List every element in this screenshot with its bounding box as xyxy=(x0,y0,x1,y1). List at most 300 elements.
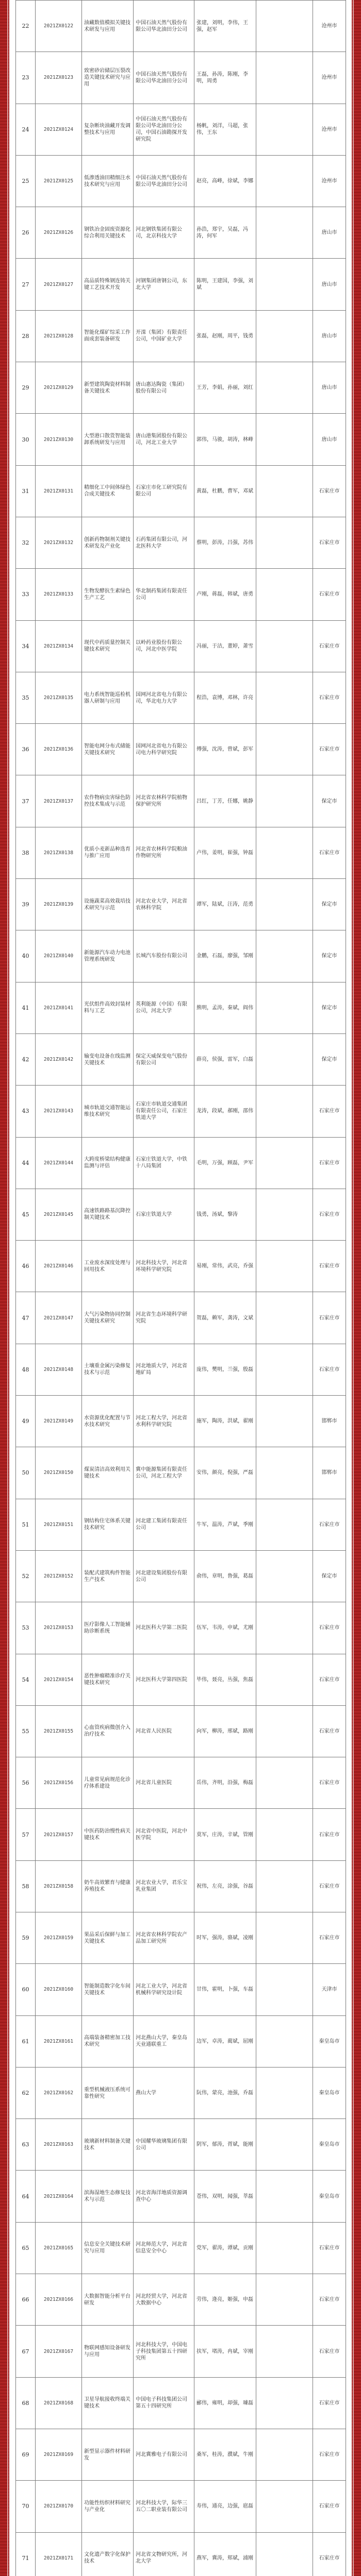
project-code-cell: 2021ZX0123 xyxy=(36,52,82,104)
project-code-cell: 2021ZX0148 xyxy=(36,1344,82,1395)
recommendation-note-cell xyxy=(256,52,313,104)
table-row xyxy=(16,1654,346,1705)
completing-people-cell: 傅强，沈涛，曾斌，彭军 xyxy=(194,724,256,775)
completing-units-cell: 河北钢铁集团有限公司，北京科技大学 xyxy=(134,207,194,259)
project-name-cell: 新型显示器件材料研发 xyxy=(82,2429,134,2480)
completing-units-cell: 石家庄铁道大学，中铁十八局集团 xyxy=(134,1137,194,1189)
project-code-cell: 2021ZX0133 xyxy=(36,569,82,620)
completing-units-cell: 中国石油天然气股份有限公司华北油田分公司 xyxy=(134,155,194,207)
completing-people-cell: 卢刚，蒋磊，韩斌，唐勇 xyxy=(194,569,256,620)
region-cell: 保定市 xyxy=(313,930,346,982)
completing-units-cell: 河北科技大学，际华三五〇二职业装有限公司 xyxy=(134,2481,194,2532)
recommendation-note-cell xyxy=(256,207,313,259)
table-row xyxy=(16,52,346,104)
recommendation-note-cell xyxy=(256,2481,313,2532)
completing-people-cell: 杨帆，刘洋，马超，张伟，王东 xyxy=(194,104,256,155)
completing-units-cell: 河北省农林科学院植物保护研究所 xyxy=(134,775,194,827)
completing-units-cell: 保定天威保变电气股份有限公司 xyxy=(134,1033,194,1085)
recommendation-note-cell xyxy=(256,2171,313,2222)
completing-people-cell: 俞伟，章明，鲁强，葛磊 xyxy=(194,1550,256,1602)
row-index-cell: 26 xyxy=(16,207,36,259)
recommendation-note-cell xyxy=(256,724,313,775)
table-row xyxy=(16,414,346,465)
recommendation-note-cell xyxy=(256,362,313,414)
completing-people-cell: 桑军，桂涛，濮斌，牛刚 xyxy=(194,2429,256,2480)
decorative-border-left xyxy=(0,0,9,2576)
region-cell: 石家庄市 xyxy=(313,1860,346,1912)
region-cell: 石家庄市 xyxy=(313,2429,346,2480)
table-row xyxy=(16,1189,346,1240)
row-index-cell: 32 xyxy=(16,517,36,568)
table-row xyxy=(16,1964,346,2015)
row-index-cell: 23 xyxy=(16,52,36,104)
project-name-cell: 重型机械液压系统可靠性研究 xyxy=(82,2067,134,2119)
completing-people-cell: 阮伟，蒙亮，池强，乔磊 xyxy=(194,2067,256,2119)
table-row xyxy=(16,155,346,207)
region-cell: 石家庄市 xyxy=(313,2377,346,2429)
row-index-cell: 58 xyxy=(16,1860,36,1912)
region-cell: 石家庄市 xyxy=(313,1705,346,1757)
completing-people-cell: 张磊，赵刚，周平，钱勇 xyxy=(194,310,256,362)
row-index-cell: 69 xyxy=(16,2429,36,2480)
region-cell: 石家庄市 xyxy=(313,672,346,723)
table-row xyxy=(16,982,346,1033)
table-row xyxy=(16,672,346,723)
project-code-cell: 2021ZX0164 xyxy=(36,2171,82,2222)
completing-units-cell: 河北燕山大学，秦皇岛天业通联重工 xyxy=(134,2015,194,2067)
project-name-cell: 中医药防治慢性病关键技术 xyxy=(82,1809,134,1860)
completing-units-cell: 河北师范大学，河北省信息安全中心 xyxy=(134,2222,194,2274)
completing-units-cell: 河北科技大学，河北省环境科学研究院 xyxy=(134,1241,194,1292)
completing-units-cell: 开滦（集团）有限责任公司，中国矿业大学 xyxy=(134,310,194,362)
row-index-cell: 62 xyxy=(16,2067,36,2119)
completing-people-cell: 王磊，孙涛，陈刚，李明，周勇 xyxy=(194,52,256,104)
region-cell: 邯郸市 xyxy=(313,1396,346,1447)
project-code-cell: 2021ZX0140 xyxy=(36,930,82,982)
project-code-cell: 2021ZX0125 xyxy=(36,155,82,207)
region-cell: 石家庄市 xyxy=(313,2326,346,2377)
table-row xyxy=(16,827,346,878)
completing-units-cell: 河北省农林科学院农产品加工研究所 xyxy=(134,1912,194,1963)
completing-units-cell: 石家庄市化工研究院有限公司 xyxy=(134,465,194,517)
region-cell: 沧州市 xyxy=(313,104,346,155)
project-name-cell: 农作物病虫害绿色防控技术集成与示范 xyxy=(82,775,134,827)
table-row xyxy=(16,1086,346,1137)
table-row xyxy=(16,1550,346,1602)
recommendation-note-cell xyxy=(256,1241,313,1292)
completing-units-cell: 中国石油天然气股份有限公司华北油田分公司 xyxy=(134,52,194,104)
project-code-cell: 2021ZX0163 xyxy=(36,2119,82,2171)
project-code-cell: 2021ZX0171 xyxy=(36,2532,82,2576)
recommendation-note-cell xyxy=(256,2377,313,2429)
recommendation-note-cell xyxy=(256,1809,313,1860)
project-code-cell: 2021ZX0130 xyxy=(36,414,82,465)
row-index-cell: 27 xyxy=(16,259,36,310)
project-code-cell: 2021ZX0128 xyxy=(36,310,82,362)
recommendation-note-cell xyxy=(256,1086,313,1137)
region-cell: 秦皇岛市 xyxy=(313,2119,346,2171)
recommendation-note-cell xyxy=(256,1189,313,1240)
project-name-cell: 生物发酵抗生素绿色生产工艺 xyxy=(82,569,134,620)
table-row xyxy=(16,1396,346,1447)
project-name-cell: 新能源汽车动力电池管理系统研发 xyxy=(82,930,134,982)
projects-table-body xyxy=(16,1,346,2576)
row-index-cell: 61 xyxy=(16,2015,36,2067)
completing-people-cell: 甘伟，霍明，卜强，车磊 xyxy=(194,1964,256,2015)
project-name-cell: 高端装备精密加工技术研究 xyxy=(82,2015,134,2067)
project-code-cell: 2021ZX0134 xyxy=(36,620,82,672)
project-code-cell: 2021ZX0146 xyxy=(36,1241,82,1292)
recommendation-note-cell xyxy=(256,930,313,982)
completing-people-cell: 燕军，冀涛，郏斌，浦刚 xyxy=(194,2532,256,2576)
table-row xyxy=(16,1344,346,1395)
completing-people-cell: 岳伟，齐明，沿强，梅磊 xyxy=(194,1757,256,1809)
project-name-cell: 创新药物制剂关键技术研发及产业化 xyxy=(82,517,134,568)
row-index-cell: 71 xyxy=(16,2532,36,2576)
project-code-cell: 2021ZX0155 xyxy=(36,1705,82,1757)
project-name-cell: 钢铁冶金固废资源化综合利用关键技术 xyxy=(82,207,134,259)
table-row xyxy=(16,569,346,620)
completing-people-cell: 寿伟，通亮，边强，扈磊 xyxy=(194,2481,256,2532)
row-index-cell: 63 xyxy=(16,2119,36,2171)
region-cell: 保定市 xyxy=(313,879,346,930)
completing-units-cell: 河北农业大学，河北省农林科学院 xyxy=(134,879,194,930)
project-name-cell: 大型港口散货智能装卸系统研发与应用 xyxy=(82,414,134,465)
completing-units-cell: 石家庄市轨道交通集团有限责任公司，石家庄铁道大学 xyxy=(134,1086,194,1137)
region-cell: 石家庄市 xyxy=(313,1809,346,1860)
completing-units-cell: 河北工业大学，河北省机械科学研究设计院 xyxy=(134,1964,194,2015)
completing-people-cell: 吕红，丁芳，任娜，姚静 xyxy=(194,775,256,827)
region-cell: 石家庄市 xyxy=(313,1086,346,1137)
completing-units-cell: 河北医科大学第二医院 xyxy=(134,1602,194,1654)
recommendation-note-cell xyxy=(256,104,313,155)
completing-units-cell: 河北省文物研究所，河北大学 xyxy=(134,2532,194,2576)
project-code-cell: 2021ZX0170 xyxy=(36,2481,82,2532)
project-code-cell: 2021ZX0147 xyxy=(36,1292,82,1344)
region-cell: 石家庄市 xyxy=(313,1654,346,1705)
row-index-cell: 56 xyxy=(16,1757,36,1809)
project-code-cell: 2021ZX0139 xyxy=(36,879,82,930)
row-index-cell: 43 xyxy=(16,1086,36,1137)
project-name-cell: 恶性肿瘤精准诊疗关键技术研究 xyxy=(82,1654,134,1705)
region-cell: 保定市 xyxy=(313,982,346,1033)
row-index-cell: 52 xyxy=(16,1550,36,1602)
completing-units-cell: 燕山大学 xyxy=(134,2067,194,2119)
project-code-cell: 2021ZX0150 xyxy=(36,1447,82,1499)
completing-units-cell: 河北冀雅电子有限公司 xyxy=(134,2429,194,2480)
row-index-cell: 67 xyxy=(16,2326,36,2377)
row-index-cell: 68 xyxy=(16,2377,36,2429)
region-cell: 石家庄市 xyxy=(313,2222,346,2274)
project-name-cell: 物联网感知设备研发与应用 xyxy=(82,2326,134,2377)
completing-units-cell: 中国耀华玻璃集团有限公司 xyxy=(134,2119,194,2171)
project-code-cell: 2021ZX0165 xyxy=(36,2222,82,2274)
project-code-cell: 2021ZX0124 xyxy=(36,104,82,155)
row-index-cell: 39 xyxy=(16,879,36,930)
table-row xyxy=(16,724,346,775)
completing-people-cell: 谭军，陆斌，汪涛，范勇 xyxy=(194,879,256,930)
project-name-cell: 卫星导航接收终端关键技术 xyxy=(82,2377,134,2429)
table-row xyxy=(16,930,346,982)
row-index-cell: 46 xyxy=(16,1241,36,1292)
completing-units-cell: 河北省农林科学院粮油作物研究所 xyxy=(134,827,194,878)
project-code-cell: 2021ZX0145 xyxy=(36,1189,82,1240)
project-name-cell: 高速铁路路基沉降控制关键技术 xyxy=(82,1189,134,1240)
project-name-cell: 精细化工中间体绿色合成关键技术 xyxy=(82,465,134,517)
completing-people-cell: 程浩，袁博，邓林，许亮 xyxy=(194,672,256,723)
row-index-cell: 33 xyxy=(16,569,36,620)
project-code-cell: 2021ZX0167 xyxy=(36,2326,82,2377)
recommendation-note-cell xyxy=(256,1344,313,1395)
region-cell: 石家庄市 xyxy=(313,1757,346,1809)
completing-people-cell: 安伟，颜亮，倪强，严磊 xyxy=(194,1447,256,1499)
completing-units-cell: 国网河北省电力有限公司，华北电力大学 xyxy=(134,672,194,723)
project-name-cell: 滨海湿地生态修复技术与示范 xyxy=(82,2171,134,2222)
completing-units-cell: 河北省儿童医院 xyxy=(134,1757,194,1809)
completing-units-cell: 华北制药集团有限责任公司 xyxy=(134,569,194,620)
completing-people-cell: 蔡明，彭涛，吕强，苏伟 xyxy=(194,517,256,568)
recommendation-note-cell xyxy=(256,2015,313,2067)
recommendation-note-cell xyxy=(256,2429,313,2480)
project-name-cell: 低渗透油田精细注水技术研究与应用 xyxy=(82,155,134,207)
project-code-cell: 2021ZX0161 xyxy=(36,2015,82,2067)
row-index-cell: 44 xyxy=(16,1137,36,1189)
region-cell: 唐山市 xyxy=(313,310,346,362)
completing-people-cell: 卢伟，姜明，崔强，钟磊 xyxy=(194,827,256,878)
project-code-cell: 2021ZX0149 xyxy=(36,1396,82,1447)
project-name-cell: 煤炭清洁高效利用关键技术 xyxy=(82,1447,134,1499)
recommendation-note-cell xyxy=(256,827,313,878)
project-name-cell: 智能化煤矿综采工作面成套装备研发 xyxy=(82,310,134,362)
table-row xyxy=(16,104,346,155)
table-row xyxy=(16,1447,346,1499)
row-index-cell: 50 xyxy=(16,1447,36,1499)
completing-units-cell: 河北经贸大学，河北省大数据中心 xyxy=(134,2274,194,2326)
completing-units-cell: 石家庄铁道大学 xyxy=(134,1189,194,1240)
completing-units-cell: 中国电子科技集团公司第五十四研究所 xyxy=(134,2377,194,2429)
row-index-cell: 45 xyxy=(16,1189,36,1240)
project-name-cell: 水资源优化配置与节水技术研究 xyxy=(82,1396,134,1447)
recommendation-note-cell xyxy=(256,1964,313,2015)
table-row xyxy=(16,2429,346,2480)
region-cell: 唐山市 xyxy=(313,207,346,259)
project-code-cell: 2021ZX0154 xyxy=(36,1654,82,1705)
table-row xyxy=(16,1033,346,1085)
recommendation-note-cell xyxy=(256,155,313,207)
row-index-cell: 22 xyxy=(16,1,36,52)
completing-people-cell: 扶军，堵涛，冉斌，宰刚 xyxy=(194,2326,256,2377)
table-row xyxy=(16,1137,346,1189)
table-row xyxy=(16,1,346,52)
completing-people-cell: 贺磊，赖军，龚涛，文斌 xyxy=(194,1292,256,1344)
project-code-cell: 2021ZX0126 xyxy=(36,207,82,259)
project-name-cell: 心血管疾病微创介入治疗技术 xyxy=(82,1705,134,1757)
project-code-cell: 2021ZX0153 xyxy=(36,1602,82,1654)
project-name-cell: 油藏数值模拟关键技术研发与应用 xyxy=(82,1,134,52)
table-row xyxy=(16,1292,346,1344)
project-code-cell: 2021ZX0132 xyxy=(36,517,82,568)
recommendation-note-cell xyxy=(256,1912,313,1963)
table-row xyxy=(16,1499,346,1550)
completing-units-cell: 长城汽车股份有限公司 xyxy=(134,930,194,982)
completing-people-cell: 庞伟，樊明，兰强，殷磊 xyxy=(194,1344,256,1395)
region-cell: 秦皇岛市 xyxy=(313,2067,346,2119)
completing-people-cell: 毕伟，聂亮，丛强，焦磊 xyxy=(194,1654,256,1705)
recommendation-note-cell xyxy=(256,672,313,723)
project-name-cell: 医疗影像人工智能辅助诊断系统 xyxy=(82,1602,134,1654)
project-code-cell: 2021ZX0141 xyxy=(36,982,82,1033)
region-cell: 沧州市 xyxy=(313,155,346,207)
table-row xyxy=(16,1757,346,1809)
completing-people-cell: 孙浩，郑宇，吴磊，冯涛，何军 xyxy=(194,207,256,259)
region-cell: 石家庄市 xyxy=(313,620,346,672)
row-index-cell: 41 xyxy=(16,982,36,1033)
recommendation-note-cell xyxy=(256,2274,313,2326)
table-row xyxy=(16,2377,346,2429)
row-index-cell: 36 xyxy=(16,724,36,775)
region-cell: 天津市 xyxy=(313,1964,346,2015)
project-name-cell: 光伏组件高效封装材料与工艺 xyxy=(82,982,134,1033)
completing-units-cell: 冀中能源集团有限责任公司，河北工程大学 xyxy=(134,1447,194,1499)
project-name-cell: 文化遗产数字化保护技术 xyxy=(82,2532,134,2576)
project-code-cell: 2021ZX0138 xyxy=(36,827,82,878)
recommendation-note-cell xyxy=(256,2532,313,2576)
project-name-cell: 复杂断块油藏开发调整技术与应用 xyxy=(82,104,134,155)
table-row xyxy=(16,517,346,568)
project-code-cell: 2021ZX0162 xyxy=(36,2067,82,2119)
completing-units-cell: 河北医科大学第四医院 xyxy=(134,1654,194,1705)
region-cell: 邯郸市 xyxy=(313,1447,346,1499)
project-name-cell: 智能电网分布式储能关键技术研究 xyxy=(82,724,134,775)
completing-people-cell: 钱勇，汤斌，黎涛 xyxy=(194,1189,256,1240)
completing-units-cell: 河北工程大学，河北省水利科学研究院 xyxy=(134,1396,194,1447)
row-index-cell: 25 xyxy=(16,155,36,207)
region-cell: 沧州市 xyxy=(313,52,346,104)
project-name-cell: 高品质特殊钢连铸关键工艺技术开发 xyxy=(82,259,134,310)
completing-units-cell: 中国石油天然气股份有限公司华北油田分公司 xyxy=(134,1,194,52)
row-index-cell: 31 xyxy=(16,465,36,517)
completing-people-cell: 陈明，王建国，李强，刘斌 xyxy=(194,259,256,310)
completing-people-cell: 赵亮，高峰，徐斌，李娜 xyxy=(194,155,256,207)
completing-people-cell: 金鹏，石磊，廖强，邹刚 xyxy=(194,930,256,982)
region-cell: 石家庄市 xyxy=(313,517,346,568)
table-row xyxy=(16,362,346,414)
project-name-cell: 智能制造数字化车间关键技术 xyxy=(82,1964,134,2015)
project-name-cell: 设施蔬菜高效栽培技术研究与示范 xyxy=(82,879,134,930)
row-index-cell: 55 xyxy=(16,1705,36,1757)
recommendation-note-cell xyxy=(256,1396,313,1447)
completing-people-cell: 莫军，庄涛，辛斌，管刚 xyxy=(194,1809,256,1860)
completing-people-cell: 党军，翟涛，谭斌，贡刚 xyxy=(194,2222,256,2274)
region-cell: 石家庄市 xyxy=(313,2481,346,2532)
completing-units-cell: 国网河北省电力有限公司电力科学研究院 xyxy=(134,724,194,775)
table-row xyxy=(16,207,346,259)
table-row xyxy=(16,2481,346,2532)
region-cell: 石家庄市 xyxy=(313,1189,346,1240)
table-row xyxy=(16,1912,346,1963)
region-cell: 石家庄市 xyxy=(313,724,346,775)
table-row xyxy=(16,1241,346,1292)
recommendation-note-cell xyxy=(256,1860,313,1912)
project-code-cell: 2021ZX0166 xyxy=(36,2274,82,2326)
region-cell: 唐山市 xyxy=(313,414,346,465)
row-index-cell: 47 xyxy=(16,1292,36,1344)
table-row xyxy=(16,2119,346,2171)
project-name-cell: 大跨度桥梁结构健康监测与评估 xyxy=(82,1137,134,1189)
project-code-cell: 2021ZX0131 xyxy=(36,465,82,517)
project-name-cell: 致密砂岩储层压裂改造关键技术研究与应用 xyxy=(82,52,134,104)
project-code-cell: 2021ZX0127 xyxy=(36,259,82,310)
row-index-cell: 60 xyxy=(16,1964,36,2015)
row-index-cell: 28 xyxy=(16,310,36,362)
completing-people-cell: 祝伟，左亮，涂强，谷磊 xyxy=(194,1860,256,1912)
recommendation-note-cell xyxy=(256,1447,313,1499)
recommendation-note-cell xyxy=(256,569,313,620)
completing-units-cell: 河北农业大学，君乐宝乳业集团 xyxy=(134,1860,194,1912)
completing-units-cell: 中国石油天然气股份有限公司华北油田分公司，中国石油勘探开发研究院 xyxy=(134,104,194,155)
region-cell: 石家庄市 xyxy=(313,1241,346,1292)
project-name-cell: 玻璃新材料制备关键技术 xyxy=(82,2119,134,2171)
project-code-cell: 2021ZX0156 xyxy=(36,1757,82,1809)
table-row xyxy=(16,1602,346,1654)
project-name-cell: 优质小麦新品种选育与推广应用 xyxy=(82,827,134,878)
recommendation-note-cell xyxy=(256,1705,313,1757)
completing-people-cell: 黄磊，杜鹏，曹军，邓斌 xyxy=(194,465,256,517)
table-row xyxy=(16,2326,346,2377)
completing-people-cell: 薛亮，侯强，雷军，白磊 xyxy=(194,1033,256,1085)
project-name-cell: 大数据智能分析平台研发 xyxy=(82,2274,134,2326)
completing-units-cell: 唐山港集团股份有限公司，河北工业大学 xyxy=(134,414,194,465)
row-index-cell: 40 xyxy=(16,930,36,982)
recommendation-note-cell xyxy=(256,1137,313,1189)
completing-people-cell: 时军，强涛，骆斌，凌刚 xyxy=(194,1912,256,1963)
region-cell: 唐山市 xyxy=(313,259,346,310)
region-cell: 石家庄市 xyxy=(313,1292,346,1344)
row-index-cell: 66 xyxy=(16,2274,36,2326)
completing-units-cell: 唐山惠达陶瓷（集团）股份有限公司 xyxy=(134,362,194,414)
row-index-cell: 24 xyxy=(16,104,36,155)
table-row xyxy=(16,1860,346,1912)
project-code-cell: 2021ZX0157 xyxy=(36,1809,82,1860)
project-name-cell: 大气污染物协同控制关键技术研究 xyxy=(82,1292,134,1344)
project-name-cell: 土壤重金属污染修复技术与示范 xyxy=(82,1344,134,1395)
recommendation-note-cell xyxy=(256,414,313,465)
row-index-cell: 38 xyxy=(16,827,36,878)
region-cell: 石家庄市 xyxy=(313,1137,346,1189)
completing-units-cell: 河北省中医院，河北中医学院 xyxy=(134,1809,194,1860)
project-code-cell: 2021ZX0142 xyxy=(36,1033,82,1085)
project-name-cell: 城市轨道交通智能运维技术研究 xyxy=(82,1086,134,1137)
region-cell: 保定市 xyxy=(313,775,346,827)
completing-people-cell: 劳伟，逄亮，姬强，申磊 xyxy=(194,2274,256,2326)
table-row xyxy=(16,2222,346,2274)
row-index-cell: 70 xyxy=(16,2481,36,2532)
region-cell: 石家庄市 xyxy=(313,1344,346,1395)
project-code-cell: 2021ZX0158 xyxy=(36,1860,82,1912)
project-name-cell: 现代中药质量控制关键技术研究 xyxy=(82,620,134,672)
table-row xyxy=(16,2067,346,2119)
table-row xyxy=(16,1809,346,1860)
completing-people-cell: 熊明，孟涛，秦斌，阎伟 xyxy=(194,982,256,1033)
completing-units-cell: 英利能源（中国）有限公司，河北大学 xyxy=(134,982,194,1033)
completing-units-cell: 石药集团有限公司，河北医科大学 xyxy=(134,517,194,568)
project-code-cell: 2021ZX0135 xyxy=(36,672,82,723)
project-name-cell: 输变电设备在线监测关键技术 xyxy=(82,1033,134,1085)
table-row xyxy=(16,775,346,827)
table-row xyxy=(16,259,346,310)
table-row xyxy=(16,2274,346,2326)
projects-table-wrapper xyxy=(15,0,346,2576)
